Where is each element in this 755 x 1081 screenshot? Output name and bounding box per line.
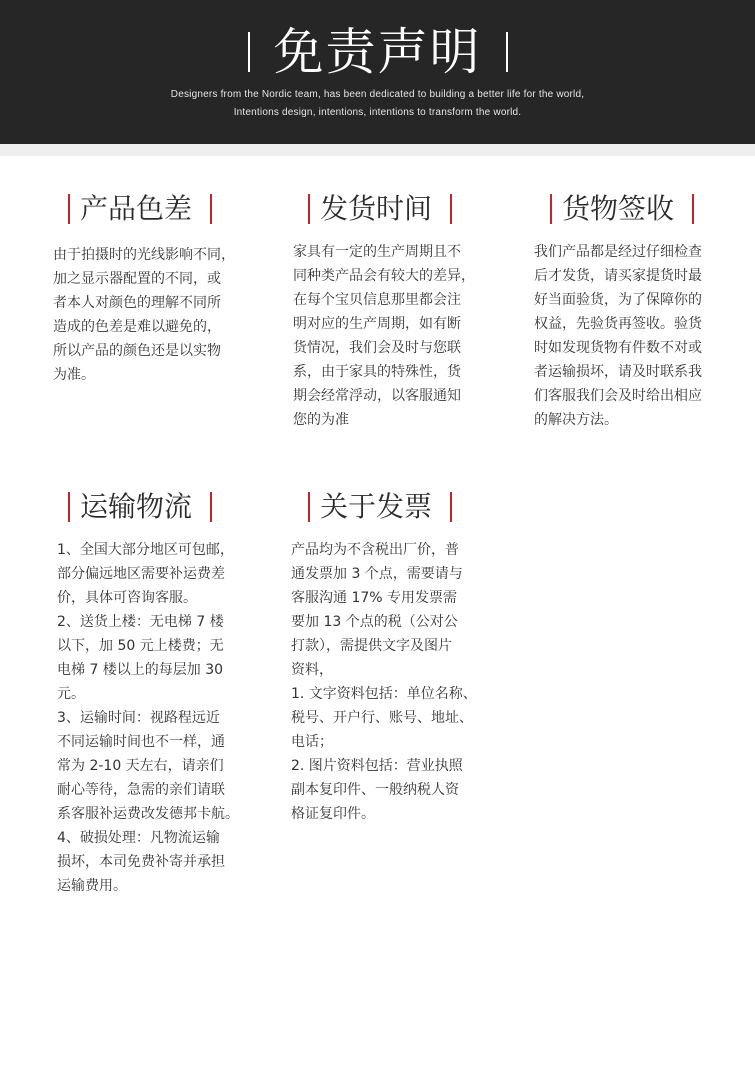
body-line: 电话； <box>291 734 333 750</box>
header-subtitle-line1: Designers from the Nordic team, has been dedicated to building a better life for the world, <box>170 89 585 100</box>
section-3-bar-right <box>692 194 694 224</box>
body-line: 客服沟通 17% 专用发票需 <box>291 590 458 606</box>
section-title-invoice: 关于发票 <box>320 490 433 523</box>
body-line: 者运输损坏，请及时联系我 <box>534 364 702 380</box>
section-5-bar-right <box>450 492 452 522</box>
body-line: 1. 文字资料包括：单位名称、 <box>291 686 477 702</box>
section-2-bar-left <box>308 194 310 224</box>
body-line: 系，由于家具的特殊性，货 <box>293 364 461 380</box>
header-subtitle-line2: Intentions design, intentions, intentions to transform the world. <box>233 107 522 118</box>
body-line: 造成的色差是难以避免的， <box>53 319 221 335</box>
section-body-receipt <box>534 240 702 432</box>
body-line: 为准。 <box>53 367 95 383</box>
section-1-bar-right <box>210 194 212 224</box>
body-line: 期会经常浮动，以客服通知 <box>293 388 461 404</box>
section-title-shipping-time: 发货时间 <box>320 192 433 225</box>
body-line: 常为 2-10 天左右，请亲们 <box>57 758 224 774</box>
section-1-bar-left <box>68 194 70 224</box>
section-4-bar-left <box>68 492 70 522</box>
body-line: 通发票加 3 个点，需要请与 <box>291 566 463 582</box>
header-divider <box>0 144 755 156</box>
body-line: 税号、开户行、账号、地址、 <box>291 710 473 726</box>
section-2-bar-right <box>450 194 452 224</box>
section-title-color-difference: 产品色差 <box>80 192 193 225</box>
title-bar-left <box>248 32 250 72</box>
header-title-box <box>248 22 508 82</box>
body-line: 耐心等待，急需的亲们请联 <box>57 782 225 798</box>
header-title-wrap <box>0 22 755 82</box>
body-line: 由于拍摄时的光线影响不同， <box>53 247 235 263</box>
body-line: 同种类产品会有较大的差异， <box>293 268 475 284</box>
body-line: 后才发货，请买家提货时最 <box>534 268 702 284</box>
body-line: 的解决方法。 <box>534 412 618 428</box>
section-3-bar-left <box>550 194 552 224</box>
body-line: 产品均为不含税出厂价，普 <box>291 542 459 558</box>
body-line: 以下，加 50 元上楼费；无 <box>57 638 224 654</box>
header-banner <box>0 0 755 144</box>
body-line: 好当面验货，为了保障你的 <box>534 292 702 308</box>
body-line: 运输费用。 <box>57 878 127 894</box>
title-bar-right <box>506 32 508 72</box>
body-line: 2. 图片资料包括：营业执照 <box>291 758 463 774</box>
section-body-shipping-time <box>293 240 475 432</box>
body-line: 部分偏远地区需要补运费差 <box>57 566 225 582</box>
body-line: 要加 13 个点的税（公对公 <box>291 614 458 630</box>
page-title: 免责声明 <box>273 23 482 81</box>
body-line: 1、全国大部分地区可包邮， <box>57 542 234 558</box>
body-line: 资料， <box>291 662 333 678</box>
body-line: 者本人对颜色的理解不同所 <box>53 295 221 311</box>
body-line: 副本复印件、一般纳税人资 <box>291 782 459 798</box>
body-line: 系客服补运费改发德邦卡航。 <box>57 806 239 822</box>
body-line: 您的为准 <box>293 412 349 428</box>
body-line: 格证复印件。 <box>291 806 375 822</box>
body-line: 2、送货上楼：无电梯 7 楼 <box>57 614 224 630</box>
section-title-logistics: 运输物流 <box>80 490 193 523</box>
body-line: 3、运输时间：视路程远近 <box>57 710 220 726</box>
body-line: 不同运输时间也不一样，通 <box>57 734 225 750</box>
section-body-color-difference <box>53 243 235 387</box>
body-line: 价，具体可咨询客服。 <box>57 590 197 606</box>
body-line: 们客服我们会及时给出相应 <box>534 388 702 404</box>
section-body-invoice <box>291 538 477 826</box>
section-body-logistics <box>57 538 239 898</box>
body-line: 时如发现货物有件数不对或 <box>534 340 702 356</box>
body-line: 4、破损处理：凡物流运输 <box>57 830 220 846</box>
body-line: 货情况，我们会及时与您联 <box>293 340 461 356</box>
body-line: 元。 <box>57 686 85 702</box>
section-4-bar-right <box>210 492 212 522</box>
body-line: 在每个宝贝信息那里都会注 <box>293 292 461 308</box>
body-line: 家具有一定的生产周期且不 <box>293 244 461 260</box>
body-line: 我们产品都是经过仔细检查 <box>534 244 702 260</box>
body-line: 明对应的生产周期，如有断 <box>293 316 461 332</box>
body-line: 打款），需提供文字及图片 <box>291 638 452 654</box>
body-line: 加之显示器配置的不同，或 <box>53 271 221 287</box>
body-line: 权益，先验货再签收。验货 <box>534 316 702 332</box>
section-5-bar-left <box>308 492 310 522</box>
body-line: 电梯 7 楼以上的每层加 30 <box>57 662 224 678</box>
section-title-receipt: 货物签收 <box>562 192 675 225</box>
body-line: 所以产品的颜色还是以实物 <box>53 343 221 359</box>
body-line: 损坏，本司免费补寄并承担 <box>57 854 225 870</box>
